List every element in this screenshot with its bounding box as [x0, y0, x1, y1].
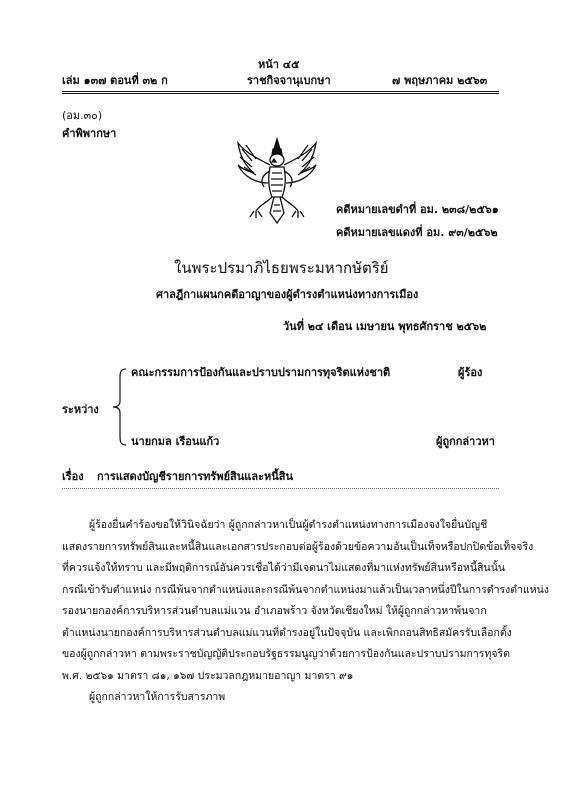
body-line: ที่ควรแจ้งให้ทราบ และมีพฤติการณ์อันควรเชื่อได้ว่ามีเจตนาไม่แสดงที่มาแห่งทรัพย์สินหรือหนี้สินนั้น — [62, 562, 506, 574]
document-type: คำพิพากษา — [62, 127, 117, 140]
subject-label: เรื่อง — [62, 470, 84, 483]
defendant-role: ผู้ถูกกล่าวหา — [436, 435, 495, 448]
body-line: ผู้ร้องยื่นคำร้องขอให้วินิจฉัยว่า ผู้ถูกกล่าวหาเป็นผู้ดำรงตำแหน่งทางการเมืองจงใจยื่นบัญชี — [89, 519, 488, 531]
plaintiff-role: ผู้ร้อง — [458, 366, 483, 379]
royal-title: ในพระปรมาภิไธยพระมหากษัตริย์ — [174, 259, 389, 277]
body-line: พ.ศ. ๒๕๖๑ มาตรา ๘๑, ๑๖๗ ประมวลกฎหมายอาญา มาตรา ๙๑ — [62, 669, 354, 682]
subject-rule — [62, 488, 499, 489]
subject-text: การแสดงบัญชีรายการทรัพย์สินและหนี้สิน — [97, 470, 293, 483]
gazette-volume: เล่ม ๑๓๗ ตอนที่ ๓๒ ก — [62, 74, 168, 87]
body-line: แสดงรายการทรัพย์สินและหนี้สินและเอกสารประกอบต่อผู้ร้องด้วยข้อความอันเป็นเท็จหรือปกปิดข้อเท็จจริง — [62, 540, 534, 553]
plaintiff-name: คณะกรรมการป้องกันและปราบปรามการทุจริตแห่งชาติ — [131, 366, 391, 379]
header-rule-2 — [62, 93, 499, 94]
page-number: หน้า ๔๕ — [258, 58, 300, 71]
black-case-number: คดีหมายเลขดำที่ อม. ๒๓๘/๒๕๖๑ — [336, 203, 499, 216]
header-rule — [62, 91, 499, 92]
body-line: ตำแหน่งนายกองค์การบริหารส่วนตำบลแม่แวนที่ดำรงอยู่ในปัจจุบัน และเพิกถอนสิทธิสมัครรับเลือกตั้ง — [62, 626, 512, 639]
brace-icon — [110, 367, 130, 447]
court-name: ศาลฎีกาแผนกคดีอาญาของผู้ดำรงตำแหน่งทางการเมือง — [156, 288, 419, 301]
defendant-name: นายกมล เรือนแก้ว — [131, 435, 220, 448]
body-line-last: ผู้ถูกกล่าวหาให้การรับสารภาพ — [89, 691, 226, 703]
body-line: กรณีเข้ารับตำแหน่ง กรณีพ้นจากตำแหน่งและกรณีพ้นจากตำแหน่งมาแล้วเป็นเวลาหนึ่งปีในการดำรงตำแหน่ง — [62, 583, 549, 596]
body-line: รองนายกองค์การบริหารส่วนตำบลแม่แวน อำเภอพร้าว จังหวัดเชียงใหม่ ให้ผู้ถูกกล่าวหาพ้นจาก — [62, 605, 487, 617]
judgment-date: วันที่ ๒๔ เดือน เมษายน พุทธศักราช ๒๕๖๒ — [283, 320, 487, 333]
judgment-body — [62, 515, 549, 709]
body-line: ของผู้ถูกกล่าวหา ตามพระราชบัญญัติประกอบรัฐธรรมนูญว่าด้วยการป้องกันและปราบปรามการทุจริต — [62, 648, 510, 660]
form-code: (อม.๓๐) — [62, 109, 103, 122]
between-label: ระหว่าง — [62, 403, 99, 416]
gazette-name: ราชกิจจานุเบกษา — [247, 74, 331, 87]
garuda-emblem-icon — [234, 135, 320, 227]
gazette-date: ๗ พฤษภาคม ๒๕๖๓ — [392, 74, 488, 87]
garuda-emblem — [234, 135, 320, 227]
red-case-number: คดีหมายเลขแดงที่ อม. ๙๓/๒๕๖๒ — [336, 226, 498, 239]
